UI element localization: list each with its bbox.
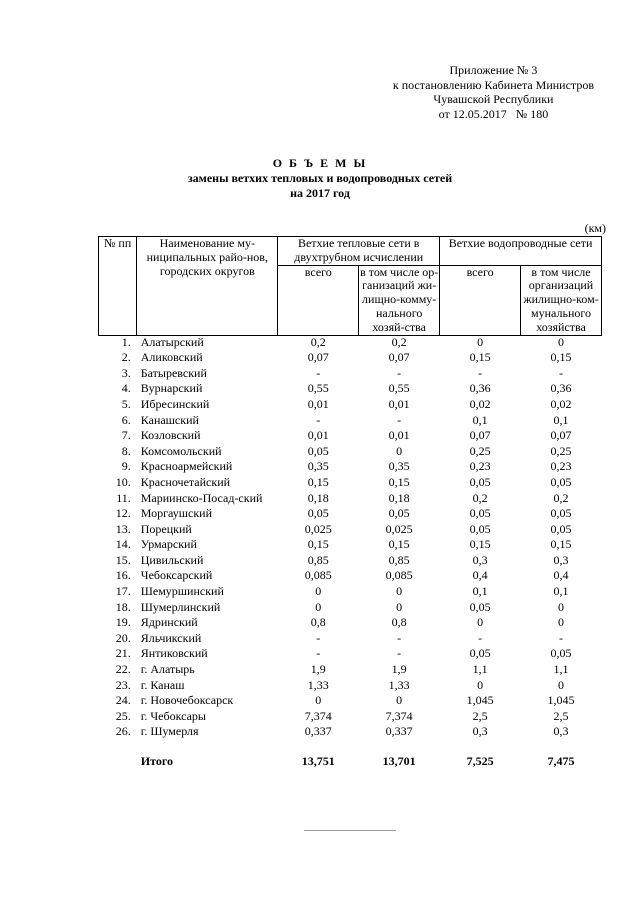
row-water-total: 0,05 [469, 599, 491, 614]
appendix-block [393, 63, 594, 121]
row-water-org: 0,05 [550, 646, 572, 661]
row-heat-total: 0,01 [307, 396, 329, 411]
appendix-line-1: Приложение № 3 [449, 63, 538, 77]
table-row [99, 523, 602, 539]
row-heat-total: 0,55 [307, 381, 329, 396]
row-water-org: 0,36 [550, 381, 572, 396]
header-num: № пп [99, 237, 137, 336]
row-heat-total: 0,2 [310, 334, 326, 349]
row-water-total: 0,3 [472, 552, 488, 567]
table-row [99, 538, 602, 554]
row-heat-total: 7,374 [304, 708, 332, 723]
row-water-org: 0 [558, 677, 565, 692]
row-number: 26. [115, 724, 131, 739]
row-water-org: 0,02 [550, 396, 572, 411]
table-row [99, 414, 602, 430]
row-water-org: 0,2 [553, 490, 569, 505]
row-heat-total: 0,05 [307, 443, 329, 458]
row-heat-total: 0,85 [307, 552, 329, 567]
row-number: 16. [115, 568, 131, 583]
row-heat-total: 0 [315, 693, 322, 708]
row-heat-total: 0,15 [307, 474, 329, 489]
row-water-org: 0,05 [550, 506, 572, 521]
row-number: 19. [115, 615, 131, 630]
unit-label: (км) [584, 221, 606, 235]
row-heat-org: 0,2 [391, 334, 407, 349]
row-name: Яльчикский [140, 630, 202, 645]
row-water-org: 0,07 [550, 428, 572, 443]
table-row [99, 507, 602, 523]
row-water-total: 0,15 [469, 537, 491, 552]
document-subtitle: замены ветхих тепловых и водопроводных сетей [187, 171, 453, 185]
row-heat-org: 0,35 [388, 459, 410, 474]
row-number: 8. [121, 443, 131, 458]
row-heat-org: 0,025 [385, 521, 413, 536]
table-row [99, 710, 602, 726]
row-heat-org: 7,374 [385, 708, 413, 723]
table-row [99, 398, 602, 414]
row-water-total: 2,5 [472, 708, 488, 723]
row-number: 20. [115, 630, 131, 645]
row-heat-total: 1,9 [310, 662, 326, 677]
table-row [99, 367, 602, 383]
row-name: Мариинско-Посад-ский [140, 490, 263, 505]
row-heat-total: 0,337 [304, 724, 332, 739]
row-water-org: 0,05 [550, 474, 572, 489]
row-water-total: 0,36 [469, 381, 491, 396]
row-water-total: 0,1 [472, 412, 488, 427]
row-number: 3. [121, 365, 131, 380]
row-water-org: 0,1 [553, 584, 569, 599]
row-name: Батыревский [140, 365, 207, 380]
row-number: 23. [115, 677, 131, 692]
row-number: 21. [115, 646, 131, 661]
row-name: Порецкий [140, 521, 192, 536]
row-heat-org: 0,15 [388, 474, 410, 489]
row-heat-org: 0 [396, 693, 403, 708]
table-row [99, 476, 602, 492]
row-name: Ядринский [140, 615, 198, 630]
row-water-total: 0,05 [469, 646, 491, 661]
row-heat-org: - [397, 365, 402, 380]
header-water-org: в том числе организаций жилищно-ком-мунального хозяйства [521, 265, 602, 335]
row-name: Вурнарский [140, 381, 203, 396]
total-water: 7,525 [466, 754, 494, 769]
row-heat-org: 0,8 [391, 615, 407, 630]
row-name: Красноармейский [140, 459, 233, 474]
table-row [99, 445, 602, 461]
header-water: Ветхие водопроводные сети [440, 237, 602, 266]
row-water-org: 1,1 [553, 662, 569, 677]
row-heat-org: - [397, 412, 402, 427]
table-row [99, 492, 602, 508]
row-heat-total: 0,18 [307, 490, 329, 505]
row-water-org: - [559, 630, 564, 645]
row-water-total: 0,1 [472, 584, 488, 599]
row-water-total: 0,15 [469, 350, 491, 365]
document-year: на 2017 год [290, 186, 350, 200]
table-row [99, 725, 602, 741]
row-water-org: 0,15 [550, 350, 572, 365]
row-number: 11. [116, 490, 131, 505]
row-heat-org: 0,85 [388, 552, 410, 567]
row-number: 4. [121, 381, 131, 396]
row-water-org: 0 [558, 615, 565, 630]
row-name: Цивильский [140, 552, 204, 567]
table-row [99, 663, 602, 679]
table-row [99, 460, 602, 476]
row-heat-total: 0,01 [307, 428, 329, 443]
row-water-total: 0 [477, 615, 484, 630]
table-row [99, 585, 602, 601]
row-name: Шемуршинский [140, 584, 224, 599]
row-heat-total: - [316, 365, 321, 380]
table-row [99, 569, 602, 585]
appendix-line-4: от 12.05.2017 № 180 [438, 106, 549, 121]
volumes-table [98, 236, 602, 771]
row-number: 12. [115, 506, 131, 521]
row-name: Алатырский [140, 334, 204, 349]
header-heat-total: всего [278, 265, 359, 335]
row-water-org: 0,25 [550, 443, 572, 458]
row-number: 22. [115, 662, 131, 677]
row-name: г. Канаш [140, 677, 185, 692]
row-number: 5. [121, 396, 131, 411]
row-number: 7. [121, 428, 131, 443]
row-heat-total: - [316, 412, 321, 427]
row-heat-org: 0,085 [385, 568, 413, 583]
row-water-total: 1,1 [472, 662, 488, 677]
row-heat-org: 0 [396, 584, 403, 599]
row-number: 25. [115, 708, 131, 723]
appendix-line-2: к постановлению Кабинета Министров [392, 77, 594, 92]
row-heat-org: 1,33 [388, 677, 410, 692]
row-heat-org: 0 [396, 599, 403, 614]
row-number: 18. [115, 599, 131, 614]
row-water-org: 0,4 [553, 568, 569, 583]
row-name: г. Шумерля [140, 724, 199, 739]
header-name: Наименование му-ниципальных райо-нов, городских округов [137, 237, 278, 336]
row-water-total: 0 [477, 677, 484, 692]
appendix-line-3: Чувашской Республики [433, 92, 554, 106]
row-water-org: 0,23 [550, 459, 572, 474]
footer-divider [304, 830, 396, 831]
row-water-org: 0,05 [550, 521, 572, 536]
row-number: 13. [115, 521, 131, 536]
row-heat-org: - [397, 646, 402, 661]
row-name: Шумерлинский [140, 599, 221, 614]
row-water-org: 0 [558, 334, 565, 349]
row-water-org: 0,3 [553, 724, 569, 739]
row-water-total: 0,3 [472, 724, 488, 739]
row-heat-total: 0,8 [310, 615, 326, 630]
row-water-total: - [478, 365, 483, 380]
row-heat-org: - [397, 630, 402, 645]
table-row [99, 351, 602, 367]
row-water-total: 0 [477, 334, 484, 349]
table-row [99, 632, 602, 648]
total-heat-org: 13,701 [382, 754, 416, 769]
row-water-org: 2,5 [553, 708, 569, 723]
row-water-org: 1,045 [547, 693, 575, 708]
row-water-total: 0,07 [469, 428, 491, 443]
table-row [99, 679, 602, 695]
row-number: 15. [115, 552, 131, 567]
table-row [99, 601, 602, 617]
total-number-empty [99, 755, 137, 771]
table-row [99, 335, 602, 351]
row-number: 6. [121, 412, 131, 427]
row-name: Янтиковский [140, 646, 208, 661]
row-number: 17. [115, 584, 131, 599]
row-name: Моргаушский [140, 506, 213, 521]
row-number: 1. [121, 334, 131, 349]
row-water-total: 0,05 [469, 506, 491, 521]
row-heat-total: 0,025 [304, 521, 332, 536]
row-name: Козловский [140, 428, 201, 443]
table-row [99, 382, 602, 398]
row-heat-total: 0,05 [307, 506, 329, 521]
row-water-total: 0,23 [469, 459, 491, 474]
table-body [99, 335, 602, 771]
table-row [99, 694, 602, 710]
row-heat-total: 0 [315, 584, 322, 599]
row-heat-total: 0,15 [307, 537, 329, 552]
row-name: г. Алатырь [140, 662, 195, 677]
row-heat-org: 0,18 [388, 490, 410, 505]
row-heat-org: 0,55 [388, 381, 410, 396]
row-heat-org: 0,15 [388, 537, 410, 552]
total-water-org: 7,475 [547, 754, 575, 769]
row-water-org: 0,15 [550, 537, 572, 552]
row-heat-org: 0,07 [388, 350, 410, 365]
document-title: О Б Ъ Е М Ы [272, 156, 368, 170]
row-water-total: 0,4 [472, 568, 488, 583]
row-heat-total: - [316, 646, 321, 661]
row-name: Комсомольский [140, 443, 222, 458]
row-name: Аликовский [140, 350, 203, 365]
row-heat-total: 1,33 [307, 677, 329, 692]
total-heat: 13,751 [301, 754, 335, 769]
row-water-org: 0,1 [553, 412, 569, 427]
row-heat-org: 0 [396, 443, 403, 458]
row-water-total: 0,05 [469, 474, 491, 489]
row-heat-org: 1,9 [391, 662, 407, 677]
row-number: 9. [121, 459, 131, 474]
row-water-total: 0,25 [469, 443, 491, 458]
row-heat-total: 0 [315, 599, 322, 614]
header-water-total: всего [440, 265, 521, 335]
spacer-row [99, 741, 602, 755]
row-name: г. Новочебоксарск [140, 693, 234, 708]
row-heat-total: - [316, 630, 321, 645]
row-name: г. Чебоксары [140, 708, 206, 723]
row-water-total: 0,2 [472, 490, 488, 505]
row-name: Красночетайский [140, 474, 231, 489]
table-row [99, 429, 602, 445]
row-water-org: - [559, 365, 564, 380]
table-row [99, 647, 602, 663]
total-label: Итого [140, 754, 173, 769]
row-heat-org: 0,01 [388, 428, 410, 443]
row-heat-total: 0,07 [307, 350, 329, 365]
row-name: Урмарский [140, 537, 197, 552]
row-heat-org: 0,05 [388, 506, 410, 521]
header-heat-org: в том числе ор-ганизаций жи-лищно-комму-нального хозяй-ства [360, 264, 439, 334]
row-water-org: 0,3 [553, 552, 569, 567]
row-number: 2. [121, 350, 131, 365]
row-number: 14. [115, 537, 131, 552]
row-name: Канашский [140, 412, 199, 427]
row-name: Ибресинский [140, 396, 210, 411]
row-water-total: 0,02 [469, 396, 491, 411]
row-number: 10. [115, 474, 131, 489]
row-water-total: 1,045 [466, 693, 494, 708]
row-name: Чебоксарский [140, 568, 213, 583]
row-water-org: 0 [558, 599, 565, 614]
row-water-total: 0,05 [469, 521, 491, 536]
row-water-total: - [478, 630, 483, 645]
table-row [99, 616, 602, 632]
row-heat-org: 0,337 [385, 724, 413, 739]
row-heat-total: 0,35 [307, 459, 329, 474]
total-row [99, 755, 602, 771]
row-heat-total: 0,085 [304, 568, 332, 583]
header-heat: Ветхие тепловые сети в двухтрубном исчислении [278, 237, 440, 266]
row-number: 24. [115, 693, 131, 708]
table-row [99, 554, 602, 570]
row-heat-org: 0,01 [388, 396, 410, 411]
